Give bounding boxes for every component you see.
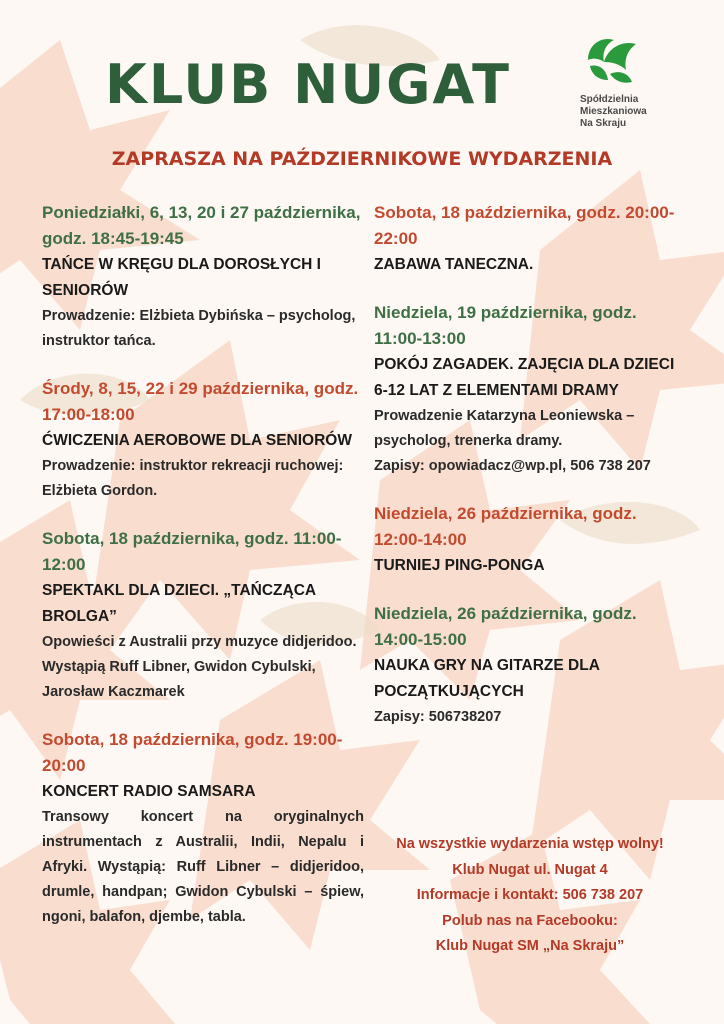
page-title: KLUB NUGAT	[105, 53, 511, 116]
event-title: NAUKA GRY NA GITARZE DLA POCZĄTKUJĄCYCH	[374, 657, 600, 700]
facebook-text: Polub nas na Facebooku:	[442, 912, 618, 929]
event-title: TURNIEJ PING-PONGA	[374, 557, 545, 574]
event-date: Sobota, 18 października, godz. 11:00-12:00	[42, 529, 342, 574]
event-escape-room	[374, 300, 684, 479]
event-dance-circle	[42, 200, 364, 354]
info-footer	[374, 832, 686, 960]
logo-line-2: Mieszkaniowa	[580, 106, 647, 117]
free-entry-text: Na wszystkie wydarzenia wstęp wolny!	[396, 836, 664, 852]
logo-line-1: Spółdzielnia	[580, 94, 639, 105]
event-title: ZABAWA TANECZNA.	[374, 256, 534, 273]
leaf-logo-icon	[580, 30, 640, 90]
cooperative-logo	[580, 30, 660, 130]
event-kids-show	[42, 526, 364, 705]
event-signup: Zapisy: 506738207	[374, 709, 502, 725]
address-text: Klub Nugat ul. Nugat 4	[452, 861, 608, 878]
event-description: Transowy koncert na oryginalnych instrumentach z Australii, Indii, Nepalu i Afryki. Wystąpią: Ruff Libner – didjeridoo, drumle, handpan; Gwidon Cybulski – śpiew, ngoni, balafon, djembe, tabla.	[42, 809, 364, 925]
event-description: Prowadzenie: instruktor rekreacji ruchowej: Elżbieta Gordon.	[42, 458, 344, 499]
event-title: KONCERT RADIO SAMSARA	[42, 783, 256, 800]
event-description: Prowadzenie: Elżbieta Dybińska – psycholog, instruktor tańca.	[42, 308, 356, 349]
event-date: Niedziela, 26 października, godz. 14:00-15:00	[374, 604, 637, 649]
event-title: POKÓJ ZAGADEK. ZAJĘCIA DLA DZIECI 6-12 LAT Z ELEMENTAMI DRAMY	[374, 356, 675, 399]
event-aerobics	[42, 376, 364, 504]
event-date: Sobota, 18 października, godz. 19:00-20:00	[42, 730, 343, 775]
event-date: Poniedziałki, 6, 13, 20 i 27 października, godz. 18:45-19:45	[42, 203, 361, 248]
event-date: Niedziela, 19 października, godz. 11:00-13:00	[374, 303, 637, 348]
events-right-column	[374, 200, 684, 752]
event-description: Opowieści z Australii przy muzyce didjeridoo. Wystąpią Ruff Libner, Gwidon Cybulski, Jarosław Kaczmarek	[42, 634, 357, 700]
event-ping-pong	[374, 501, 684, 579]
event-title: TAŃCE W KRĘGU DLA DOROSŁYCH I SENIORÓW	[42, 256, 321, 299]
event-signup: Zapisy: opowiadacz@wp.pl, 506 738 207	[374, 458, 651, 474]
event-guitar	[374, 601, 684, 730]
contact-text: Informacje i kontakt: 506 738 207	[416, 887, 644, 903]
event-concert	[42, 727, 364, 930]
events-left-column	[42, 200, 364, 952]
logo-line-3: Na Skraju	[580, 118, 627, 129]
event-title: SPEKTAKL DLA DZIECI. „TAŃCZĄCA BROLGA”	[42, 582, 316, 625]
event-dance-party	[374, 200, 684, 278]
page-subtitle: ZAPRASZA NA PAŹDZIERNIKOWE WYDARZENIA	[111, 148, 613, 170]
event-date: Środy, 8, 15, 22 i 29 października, godz. 17:00-18:00	[42, 379, 359, 424]
facebook-page-name: Klub Nugat SM „Na Skraju”	[435, 938, 625, 954]
event-date: Sobota, 18 października, godz. 20:00-22:00	[374, 203, 675, 248]
event-description: Prowadzenie Katarzyna Leoniewska – psycholog, trenerka dramy.	[374, 408, 635, 449]
event-title: ĆWICZENIA AEROBOWE DLA SENIORÓW	[42, 432, 352, 449]
event-date: Niedziela, 26 października, godz. 12:00-14:00	[374, 504, 637, 549]
